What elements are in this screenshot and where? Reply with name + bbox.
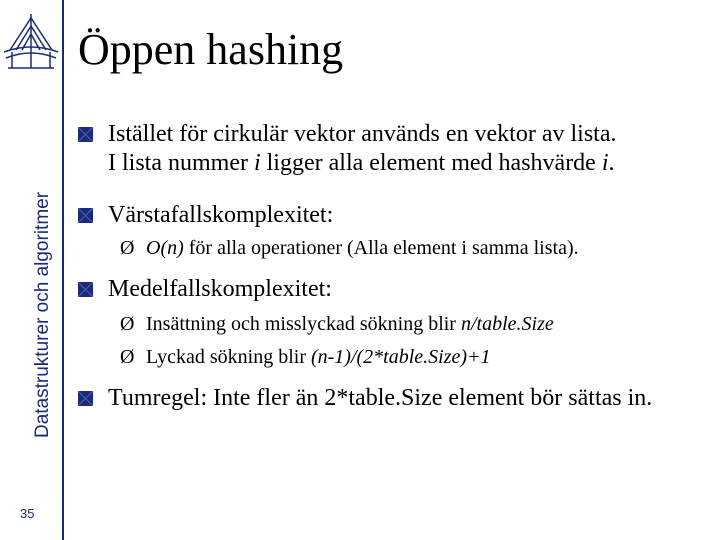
bullet-text: Medelfallskomplexitet: [108, 276, 332, 302]
bullet-text: Tumregel: Inte fler än 2*table.Size element bör sättas in. [108, 385, 653, 411]
sub-bullet-text: Lyckad sökning blir [146, 346, 311, 368]
sub-bullet-text: för alla operationer (Alla element i samma lista). [183, 237, 579, 259]
arrow-bullet-icon: Ø [120, 313, 135, 335]
bullet-item [78, 201, 698, 230]
arrow-bullet-icon: Ø [120, 346, 135, 368]
bullet-text: . [608, 150, 615, 176]
sub-bullet-italic: (n-1)/(2*table.Size)+1 [310, 346, 491, 368]
bullet-text: I lista nummer [108, 150, 254, 176]
page-number: 35 [20, 506, 35, 521]
bullet-item [78, 120, 698, 178]
arrow-bullet-icon: Ø [120, 237, 135, 259]
sidebar-divider [62, 0, 64, 540]
bullet-text-italic: i [253, 150, 261, 176]
sub-bullet-item [120, 312, 554, 336]
sub-bullet-text: Insättning och misslyckad sökning blir [146, 313, 461, 335]
diamond-bullet-icon [78, 208, 93, 223]
bullet-text: Värstafallskomplexitet: [108, 202, 334, 228]
sub-bullet-italic: O(n) [146, 237, 184, 259]
bullet-text: ligger alla element med hashvärde [260, 150, 602, 176]
university-logo-icon [2, 12, 60, 74]
sidebar [0, 0, 62, 540]
diamond-bullet-icon [78, 282, 93, 297]
sub-bullet-item [120, 345, 491, 369]
sub-bullet-item [120, 236, 579, 260]
bullet-item [78, 384, 698, 413]
diamond-bullet-icon [78, 391, 93, 406]
sub-bullet-italic: n/table.Size [460, 313, 554, 335]
slide-title: Öppen hashing [78, 25, 344, 74]
diamond-bullet-icon [78, 127, 93, 142]
bullet-item [78, 275, 698, 304]
bullet-text: Istället för cirkulär vektor används en vektor av lista. [108, 121, 617, 147]
course-title: Datastrukturer och algoritmer [32, 191, 53, 438]
bullet-text-italic: i [601, 150, 609, 176]
